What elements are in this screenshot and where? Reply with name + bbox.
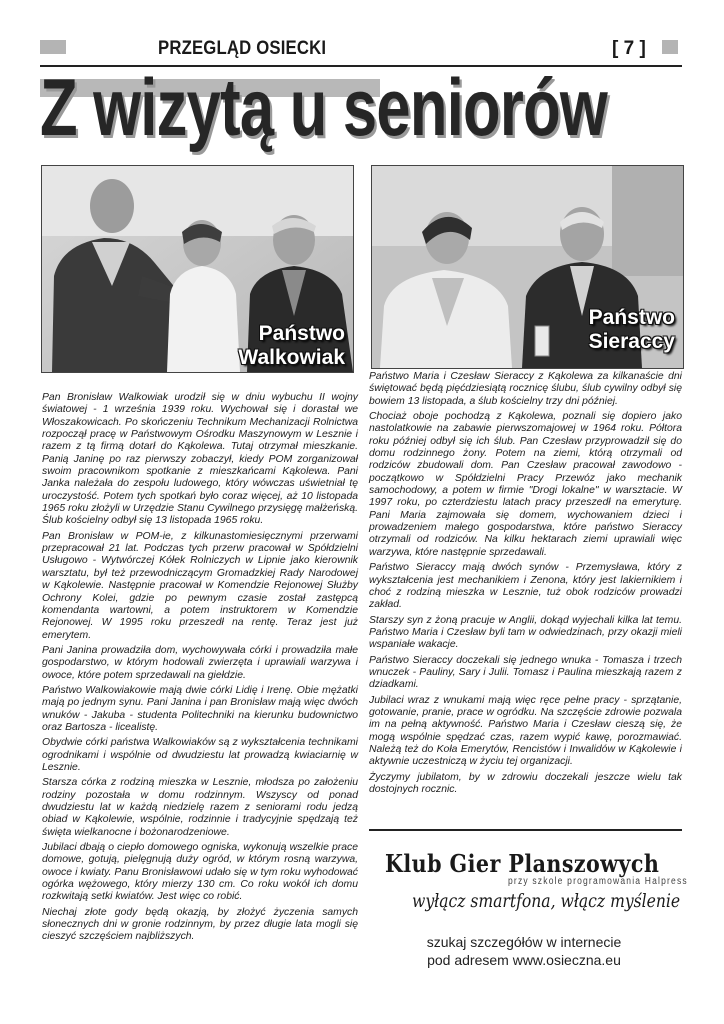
article-paragraph: Pani Janina prowadziła dom, wychowywała córki i prowadziła małe gospodarstwo, w którym hodowali zwierzęta i uprawiali warzywa i owoce, które potem sprzedawali na giełdzie.	[42, 644, 358, 681]
photo-label-walkowiak-line2: Walkowiak	[238, 346, 345, 369]
ad-title: Klub Gier Planszowych	[385, 849, 660, 878]
article-paragraph: Obydwie córki państwa Walkowiaków są z wykształcenia technikami ogrodnikami i wspólnie od dwudziestu lat prowadzą kwiaciarnię w Lesznie.	[42, 737, 358, 773]
page-number: [ 7 ]	[612, 38, 646, 59]
ad-divider	[369, 829, 682, 831]
article-paragraph: Chociaż oboje pochodzą z Kąkolewa, poznali się dopiero jako nastolatkowie na zabawie pierwszomajowej w 1964 roku. Półtora roku później odbył się ich ślub. Pan Czesław przyprowadził się do domu rodzinnego żony. Potem na ziemi, którą otrzymali od rodziców zbudowali dom. Pan Czesław pracował zawodowo - początkowo w Spółdzielni Pracy Przewóz jako mechanik samochodowy, a potem w firmie "Drogi lokalne" w warsztacie. W 1997 roku, po czterdziestu latach pracy przeszedł na emeryturę. Pani Maria zajmowała się domem, wychowaniem dzieci i prowadzeniem małego gospodarstwa, które państwo Sieraccy otrzymali od rodziców. Na kilku hektarach ziemi uprawiali więc warzywa, które następnie sprzedawali.	[369, 411, 682, 558]
article-paragraph: Starsza córka z rodziną mieszka w Lesznie, młodsza po założeniu rodziny pozostała w domu rodzinnym. Wszyscy od ponad dwudziestu lat w każdą niedzielę razem z seniorami rodu jedzą obiad w Kąkolewie, wspólnie, rodzinnie i tradycyjnie spędzają też święta wielkanocne i bożonarodzeniowe.	[42, 777, 358, 838]
page-headline: Z wizytą u seniorów	[40, 63, 608, 153]
photo-label-sieraccy-line2: Sieraccy	[588, 330, 675, 353]
article-paragraph: Państwo Sieraccy mają dwóch synów - Przemysława, który z wykształcenia jest mechanikiem i Zenona, który jest lakiernikiem i choć z rodziną mieszka w Lesznie, tuż obok rodziców prowadzi zakład.	[369, 562, 682, 611]
article-sieraccy	[369, 371, 682, 799]
ad-subtitle: przy szkole programowania Halpress	[508, 876, 688, 887]
article-walkowiak	[42, 392, 358, 947]
article-paragraph: Państwo Sieraccy doczekali się jednego wnuka - Tomasza i trzech wnuczek - Pauliny, Sary i Julii. Tomasz i Paulina mieszkają razem z dziadkami.	[369, 654, 682, 691]
header-accent-right	[662, 40, 678, 54]
ad-info-line1: szukaj szczegółów w internecie	[426, 934, 622, 950]
section-title: PRZEGLĄD OSIECKI	[158, 38, 327, 59]
article-paragraph: Niechaj złote gody będą okazją, by złożyć życzenia samych słonecznych dni w gronie rodzinnym, by przez długie lata mogli się cieszyć szczęściem najbliższych.	[42, 906, 358, 943]
ad-info-line2: pod adresem www.osieczna.eu	[427, 952, 621, 968]
article-paragraph: Pan Bronisław w POM-ie, z kilkunastomiesięcznymi przerwami przepracował 21 lat. Podczas tych przerw pracował w Spółdzielni Usługowo - Wytwórczej Kółek Rolniczych w Lipnie jako kierownik warsztatu, był też przewodniczącym Gromadzkiej Rady Narodowej w Kąkolewie. Następnie pracował w Komendzie Rejonowej Służby Ochrony Kolei, gdzie po pewnym czasie został zastępcą komendanta wartowni, a potem instruktorem w Komendzie Rejonowej. W 1995 roku przeszedł na rentę. Teraz jest już emerytem.	[42, 530, 358, 641]
photo-walkowiak	[41, 165, 354, 373]
article-paragraph: Starszy syn z żoną pracuje w Anglii, dokąd wyjechali kilka lat temu. Państwo Maria i Czesław byli tam w odwiedzinach, przy okazji mieli wspaniałe wakacje.	[369, 614, 682, 651]
photo-label-walkowiak-line1: Państwo	[258, 322, 345, 345]
article-paragraph: Państwo Maria i Czesław Sieraccy z Kąkolewa za kilkanaście dni świętować będą pięćdziesiątą rocznicę ślubu, ślub cywilny odbył się bowiem 13 listopada, a ślub kościelny trzy dni później.	[369, 371, 682, 407]
photo-sieraccy	[371, 165, 684, 369]
header-accent-left	[40, 40, 66, 54]
article-paragraph: Państwo Walkowiakowie mają dwie córki Lidię i Irenę. Obie mężatki mają po jednym synu. Pani Janina i pan Bronisław mają więc dwóch wnuków - Jakuba - studenta Politechniki na kierunku budownictwo oraz Bartosza - licealistę.	[42, 684, 358, 733]
photo-label-sieraccy-line1: Państwo	[588, 306, 675, 329]
article-paragraph: Jubilaci wraz z wnukami mają więc ręce pełne pracy - sprzątanie, gotowanie, pranie, prace w ogródku. Na szczęście zdrowie pozwala im na pełną aktywność. Państwo Maria i Czesław cieszą się, że mogą wspólnie spędzać czas, razem wypić kawę, porozmawiać. Należą też do Koła Emerytów, Rencistów i Inwalidów w Kąkolewie i aktywnie uczestniczą w życiu tej organizacji.	[369, 694, 682, 768]
article-paragraph: Życzymy jubilatom, by w zdrowiu doczekali jeszcze wielu tak dostojnych rocznic.	[369, 771, 682, 795]
article-paragraph: Jubilaci dbają o ciepło domowego ogniska, wykonują wszelkie prace domowe, gotują, pielęgnują duży ogród, w którym rosną warzywa, owoce i kwiaty. Panu Bronisławowi udało się w tym roku wyhodować ogórka wężowego, który mierzy 130 cm. Co roku wokół ich domu rozkwitają setki kwiatów. Jest więc co robić.	[42, 842, 358, 903]
ad-slogan: wyłącz smartfona, włącz myślenie	[412, 890, 681, 912]
article-paragraph: Pan Bronisław Walkowiak urodził się w dniu wybuchu II wojny światowej - 1 września 1939 roku. Wychował się i dorastał we Włoszakowicach. Po skończeniu Technikum Mechanizacji Rolnictwa rozpoczął pracę w Państwowym Ośrodku Maszynowym w Lesznie i razem z tą firmą dotarł do Kąkolewa. Tutaj otrzymał mieszkanie. Panią Janinę po raz pierwszy zobaczył, kiedy POM zorganizował swoim pracownikom spotkanie z mieszkańcami Kąkolewa. Pani Janka należała do zespołu ludowego, który wówczas uświetniał tę uroczystość. Potem tych spotkań było coraz więcej, aż 10 listopada 1965 roku złożyli w Urzędzie Stanu Cywilnego przysięgę małżeńską. Ślub kościelny odbył się 13 listopada 1965 roku.	[42, 392, 358, 527]
